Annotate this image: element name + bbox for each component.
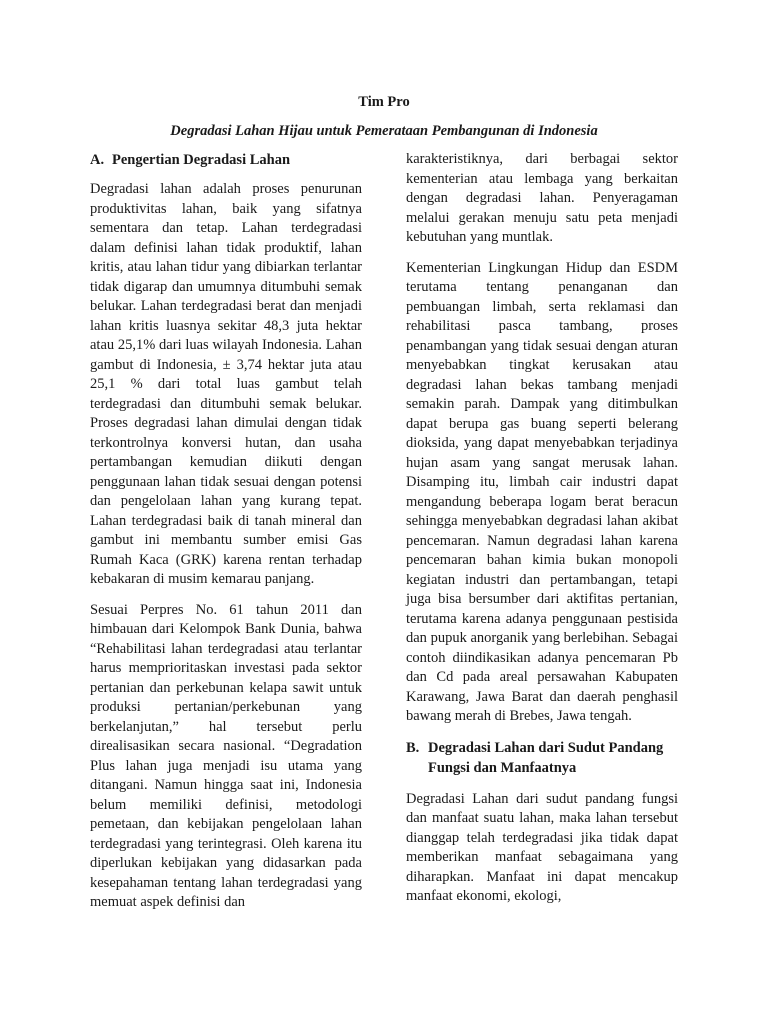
right-column <box>406 150 678 918</box>
team-name: Tim Pro <box>358 94 410 110</box>
section-b-number: B. <box>406 739 420 756</box>
section-a-number: A. <box>90 152 105 168</box>
section-b-paragraph-1: Degradasi Lahan dari sudut pandang fungsi dan manfaat suatu lahan, maka lahan tersebut dianggap telah terdegradasi jika tidak dapat memberikan manfaat sebagaimana yang diharapkan. Manfaat ini dapat mencakup manfaat ekonomi, ekologi, <box>406 790 678 904</box>
section-a-paragraph-1: Degradasi lahan adalah proses penurunan produktivitas lahan, baik yang sifatnya sementara dan tetap. Lahan terdegradasi dalam definisi lahan tidak produktif, lahan kritis, atau lahan tidur yang dibiarkan terlantar tidak digarap dan umumnya ditumbuhi semak belukar. Lahan terdegradasi berat dan menjadi lahan kritis luasnya sekitar 48,3 juta hektar atau 25,1% dari luas wilayah Indonesia. Lahan gambut di Indonesia, ± 3,74 hektar juta atau 25,1 % dari total luas gambut telah terdegradasi dan ditumbuhi semak belukar. Proses degradasi lahan dimulai dengan tidak terkontrolnya konversi hutan, dan usaha pertambangan kemudian diikuti dengan penggunaan lahan tidak sesuai dengan potensi dan pengelolaan lahan yang kurang tepat. Lahan terdegradasi baik di tanah mineral dan gambut ini membantu sumber emisi Gas Rumah Kaca (GRK) karena rentan terhadap kebakaran di musim kemarau panjang. <box>90 181 362 587</box>
section-a-paragraph-3: karakteristiknya, dari berbagai sektor kementerian atau lembaga yang berkaitan dengan degradasi lahan. Penyeragaman melalui gerakan menuju satu peta menjadi kebutuhan yang muntlak. <box>406 151 678 245</box>
section-a-title: Pengertian Degradasi Lahan <box>112 152 291 168</box>
section-b-heading <box>406 738 678 778</box>
section-a-paragraph-4: Kementerian Lingkungan Hidup dan ESDM terutama tentang penanganan dan pembuangan limbah, serta reklamasi dan rehabilitasi pasca tambang, proses penambangan yang tidak sesuai dengan aturan menyebabkan tingkat kerusakan atau degradasi lahan bekas tambang menjadi semakin parah. Dampak yang ditimbulkan dapat berupa gas buang seperti belerang dioksida, yang dapat menyebabkan terjadinya hujan asam yang sangat merusak lahan. Disamping itu, limbah cair industri dapat mengandung beberapa logam berat beracun sehingga menyebabkan degradasi lahan akibat pencemaran. Namun degradasi lahan karena pencemaran bahan kimia bukan monopoli kegiatan industri dan pertambangan, tetapi juga bisa bersumber dari aktifitas pertanian, terutama karena adanya penggunaan pestisida dan pupuk anorganik yang berlebihan. Sebagai contoh diindikasikan adanya pencemaran Pb dan Cd pada areal persawahan Kabupaten Karawang, Jawa Barat dan daerah penghasil bawang merah di Brebes, Jawa tengah. <box>406 259 678 724</box>
section-b-title: Degradasi Lahan dari Sudut Pandang Fungsi dan Manfaatnya <box>428 739 664 776</box>
left-column <box>90 150 362 924</box>
document-title: Degradasi Lahan Hijau untuk Pemerataan Pembangunan di Indonesia <box>170 123 598 139</box>
section-a-paragraph-2: Sesuai Perpres No. 61 tahun 2011 dan himbauan dari Kelompok Bank Dunia, bahwa “Rehabilitasi lahan terdegradasi atau terlantar harus memprioritaskan investasi pada sektor pertanian dan perkebunan kelapa sawit untuk produksi pertanian/perkebunan yang berkelanjutan,” hal tersebut perlu direalisasikan secara nasional. “Degradation Plus lahan juga menjadi isu utama yang ditangani. Namun hingga saat ini, Indonesia belum memiliki definisi, metodologi pemetaan, dan kebijakan pengelolaan lahan terdegradasi yang terintegrasi. Oleh karena itu diperlukan kebijakan yang didasarkan pada kesepahaman tentang lahan terdegradasi yang memuat aspek definisi dan <box>90 601 362 910</box>
section-a-heading <box>90 150 362 170</box>
